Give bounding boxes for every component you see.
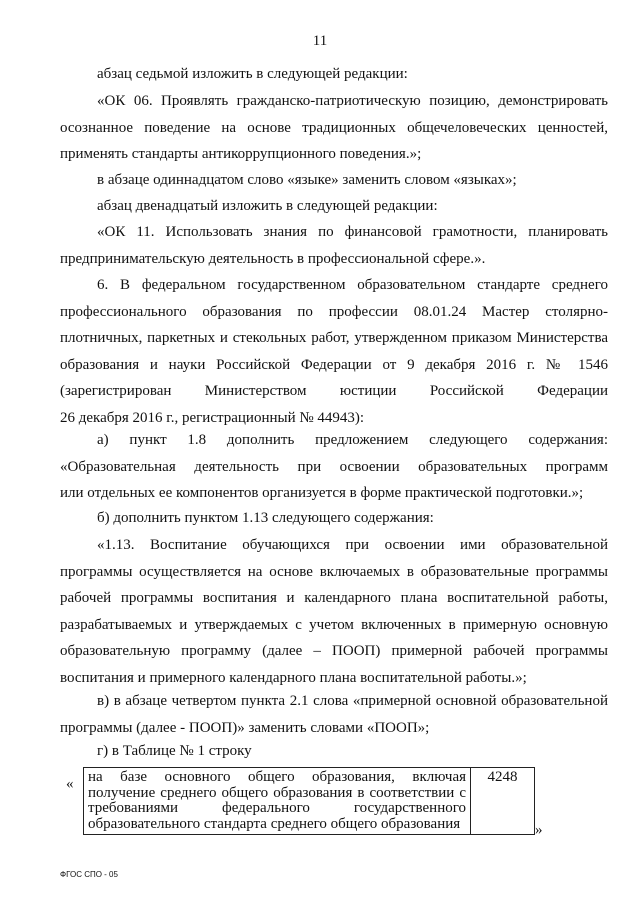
table-row-quote [60,767,620,839]
text-line: или отдельных ее компонентов организуется в форме практической подготовки.»; [60,485,584,501]
text-line: разрабатываемых и утверждаемых с учетом включенных в примерную основную [60,616,608,633]
text-line: «ОК 11. Использовать знания по финансовой грамотности, планировать [97,224,608,240]
text-line: «1.13. Воспитание обучающихся при освоении ими образовательной [97,537,608,553]
paragraph-4 [60,193,608,220]
text-line: а) пункт 1.8 дополнить предложением следующего содержания: [97,432,608,448]
text-line: рабочей программы воспитания и календарного плана воспитательной работы, [60,590,608,606]
paragraph-3 [60,167,608,194]
text-line: б) дополнить пунктом 1.13 следующего содержания: [97,510,434,526]
table-cell-hours: 4248 [471,768,535,835]
text-line: образовательную программу (далее – ПООП) примерной рабочей программы [60,643,608,659]
text-line: 6. В федеральном государственном образовательном стандарте среднего [97,277,608,293]
paragraph-113 [60,532,608,691]
text-line: 26 декабря 2016 г., регистрационный № 44943): [60,409,365,426]
paragraph-8 [60,505,608,532]
text-line: применять стандарты антикоррупционного поведения.»; [60,146,422,162]
cell-line: на базе основного общего образования, включая [88,769,466,785]
text-line: г) в Таблице № 1 строку [97,743,252,759]
cell-line: образовательного стандарта среднего общего образования [88,815,461,832]
paragraph-ok11 [60,219,608,272]
footer-code: ФГОС СПО - 05 [60,870,118,879]
paragraph-6 [60,272,608,431]
text-line: профессионального образования по профессии 08.01.24 Мастер столярно- [60,303,608,320]
text-line: (зарегистрирован Министерством юстиции Российской Федерации [60,383,608,399]
text-line: воспитания и примерного календарного плана воспитательной работы.»; [60,669,527,686]
text-line: абзац двенадцатый изложить в следующей редакции: [97,198,438,214]
text-line: предпринимательскую деятельность в профессиональной сфере.». [60,250,486,267]
opening-quote: « [66,776,74,792]
cell-line: получение среднего общего образования в соответствии с [88,784,466,801]
table-row [83,767,535,835]
text-line: осознанное поведение на основе традиционных общечеловеческих ценностей, [60,119,608,136]
paragraph-11 [60,738,608,765]
text-line: «Образовательная деятельность при освоении образовательных программ [60,458,608,475]
text-line: в) в абзаце четвертом пункта 2.1 слова «примерной основной образовательной [97,693,608,709]
paragraph-7 [60,427,608,507]
text-line: программы (далее - ПООП)» заменить словами «ПООП»; [60,719,430,736]
closing-quote: » [535,822,543,838]
cell-line: требованиями федерального государственного [88,800,466,816]
table-cell-description [84,768,471,835]
text-line: программы осуществляется на основе включаемых в образовательные программы [60,563,608,580]
text-line: образования и науки Российской Федерации от 9 декабря 2016 г. № 1546 [60,356,608,373]
page-number: 11 [312,33,328,49]
text-line: «ОК 06. Проявлять гражданско-патриотическую позицию, демонстрировать [97,93,608,109]
paragraph-ok06 [60,88,608,168]
text-line: в абзаце одиннадцатом слово «языке» заменить словом «языках»; [97,172,517,188]
text-line: плотничных, паркетных и стекольных работ, утвержденном приказом Министерства [60,330,608,346]
text-line: абзац седьмой изложить в следующей редакции: [97,66,408,82]
paragraph-10 [60,688,608,741]
paragraph-1 [60,61,608,88]
